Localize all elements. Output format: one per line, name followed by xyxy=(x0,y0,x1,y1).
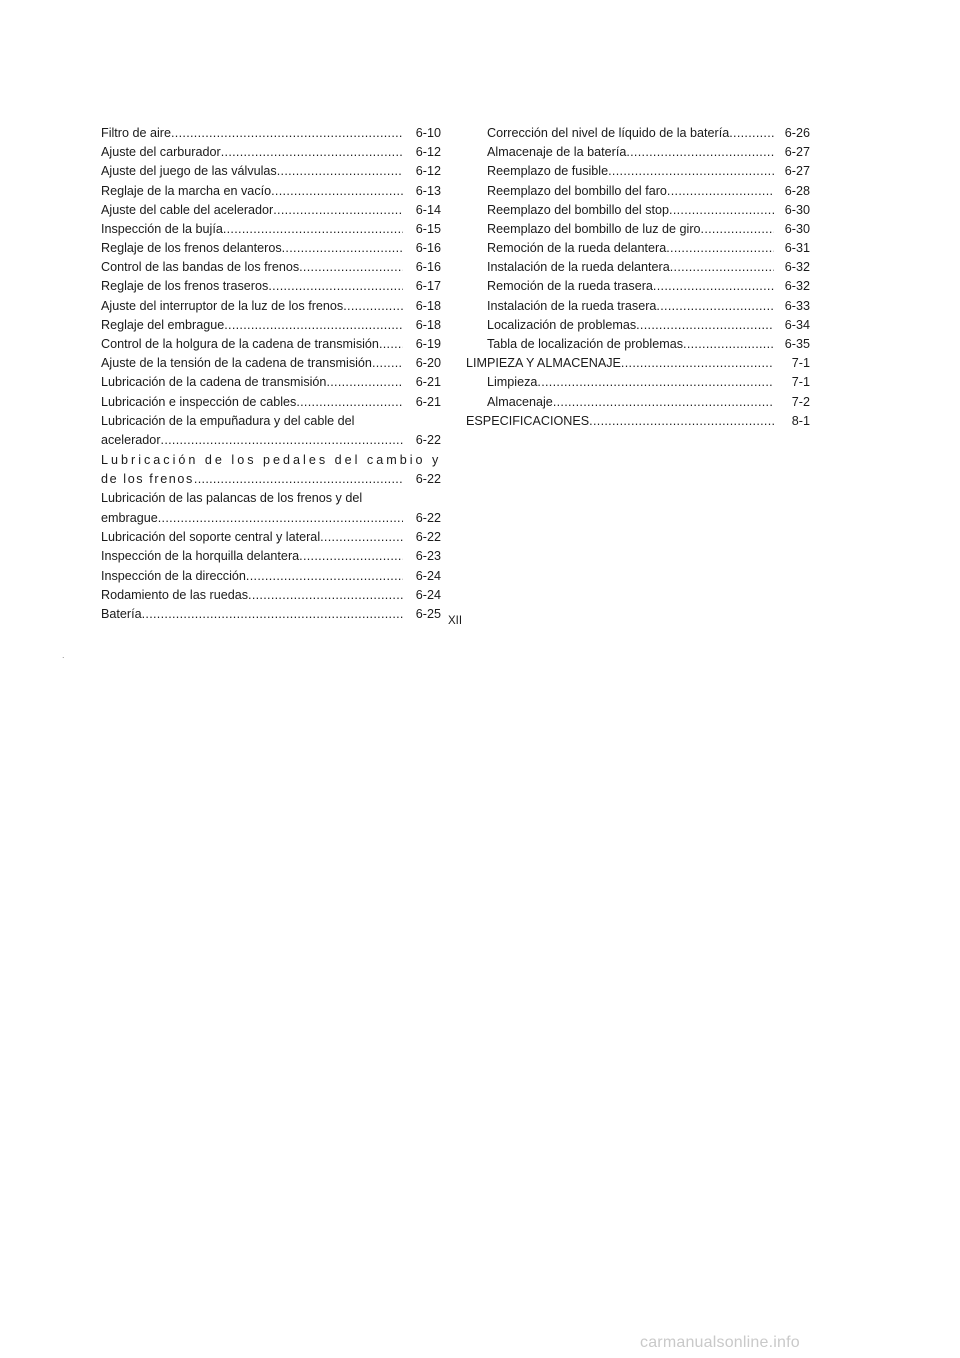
toc-entry-page: 6-23 xyxy=(415,549,441,564)
toc-right-column xyxy=(466,124,810,431)
toc-entry[interactable] xyxy=(101,528,441,547)
toc-entry[interactable] xyxy=(466,354,810,373)
toc-entry-page: 6-22 xyxy=(415,530,441,545)
toc-entry-page: 6-28 xyxy=(784,183,810,198)
toc-entry-page: 6-22 xyxy=(415,433,441,448)
toc-entry[interactable] xyxy=(466,162,810,181)
toc-entry-title: Corrección del nivel de líquido de la batería xyxy=(487,125,730,140)
toc-entry[interactable] xyxy=(101,393,441,412)
leader-dots xyxy=(221,143,403,162)
toc-entry[interactable] xyxy=(101,412,441,451)
leader-dots xyxy=(589,412,774,431)
toc-entry[interactable] xyxy=(466,220,810,239)
leader-dots xyxy=(626,143,774,162)
toc-entry-page: 6-34 xyxy=(784,317,810,332)
toc-entry-title: embrague xyxy=(101,510,158,525)
watermark-text: carmanualsonline.info xyxy=(640,1334,800,1351)
toc-entry-page: 6-31 xyxy=(784,241,810,256)
toc-entry[interactable] xyxy=(466,258,810,277)
leader-dots xyxy=(653,277,774,296)
leader-dots xyxy=(372,354,403,373)
toc-entry-page: 6-21 xyxy=(415,375,441,390)
toc-left-column xyxy=(101,124,441,624)
toc-entry-page: 6-33 xyxy=(784,298,810,313)
toc-entry-page: 6-35 xyxy=(784,337,810,352)
toc-entry-title-line1: Lubricación de las palancas de los frenos y del xyxy=(101,491,363,506)
toc-entry-title-line1: Lubricación de los pedales del cambio y xyxy=(101,452,442,467)
leader-dots xyxy=(666,239,774,258)
toc-entry[interactable] xyxy=(466,316,810,335)
toc-entry-page: 6-14 xyxy=(415,202,441,217)
leader-dots xyxy=(158,509,403,528)
leader-dots xyxy=(537,373,774,392)
leader-dots xyxy=(683,335,774,354)
toc-entry-title: Instalación de la rueda trasera xyxy=(487,298,657,313)
toc-entry-title: Ajuste del cable del acelerador xyxy=(101,202,274,217)
toc-entry-title: Reemplazo del bombillo del stop xyxy=(487,202,670,217)
toc-entry[interactable] xyxy=(101,239,441,258)
toc-entry-title: Lubricación de la cadena de transmisión xyxy=(101,375,327,390)
leader-dots xyxy=(320,528,403,547)
toc-entry-title: Remoción de la rueda trasera xyxy=(487,279,653,294)
toc-entry-title: Localización de problemas xyxy=(487,317,637,332)
toc-entry-title: Lubricación e inspección de cables xyxy=(101,394,297,409)
leader-dots xyxy=(248,586,403,605)
toc-entry[interactable] xyxy=(101,547,441,566)
leader-dots xyxy=(224,316,403,335)
leader-dots xyxy=(621,354,774,373)
toc-entry-title: Almacenaje de la batería xyxy=(487,145,627,160)
toc-entry-page: 8-1 xyxy=(791,413,810,428)
leader-dots xyxy=(608,162,774,181)
toc-entry-title: Ajuste de la tensión de la cadena de transmisión xyxy=(101,356,372,371)
leader-dots xyxy=(326,373,403,392)
toc-entry-title: Ajuste del juego de las válvulas xyxy=(101,164,277,179)
toc-entry-page: 6-15 xyxy=(415,221,441,236)
toc-entry-page: 6-32 xyxy=(784,260,810,275)
leader-dots xyxy=(343,297,403,316)
toc-entry-page: 6-24 xyxy=(415,587,441,602)
leader-dots xyxy=(268,277,403,296)
toc-entry-title: Inspección de la bujía xyxy=(101,221,223,236)
toc-entry-title: de los frenos xyxy=(101,472,194,487)
toc-entry-title: Almacenaje xyxy=(487,394,553,409)
toc-entry-title-line1: Lubricación de la empuñadura y del cable del xyxy=(101,413,355,428)
toc-entry[interactable] xyxy=(101,316,441,335)
leader-dots xyxy=(194,470,403,489)
toc-entry[interactable] xyxy=(466,278,810,297)
toc-entry[interactable] xyxy=(466,201,810,220)
toc-entry-page: 6-12 xyxy=(415,145,441,160)
leader-dots xyxy=(636,316,774,335)
toc-entry[interactable] xyxy=(101,451,441,490)
toc-entry[interactable] xyxy=(101,335,441,354)
toc-entry-title: Control de la holgura de la cadena de transmisión xyxy=(101,337,379,352)
toc-entry[interactable] xyxy=(101,567,441,586)
toc-entry-page: 6-12 xyxy=(415,164,441,179)
toc-entry-page: 6-26 xyxy=(784,125,810,140)
toc-entry-title: Reemplazo del bombillo del faro xyxy=(487,183,667,198)
leader-dots xyxy=(223,220,403,239)
toc-entry-title: Reglaje de los frenos traseros xyxy=(101,279,269,294)
toc-entry-page: 7-1 xyxy=(791,375,810,390)
toc-entry-page: 7-2 xyxy=(791,394,810,409)
toc-entry-title: Reemplazo de fusible xyxy=(487,164,609,179)
toc-entry-page: 6-17 xyxy=(415,279,441,294)
toc-entry-title: Filtro de aire xyxy=(101,125,171,140)
toc-entry[interactable] xyxy=(466,143,810,162)
toc-entry[interactable] xyxy=(466,412,810,431)
toc-entry-page: 6-24 xyxy=(415,568,441,583)
leader-dots xyxy=(282,239,403,258)
toc-entry-page: 6-20 xyxy=(415,356,441,371)
toc-entry-title: Reglaje de la marcha en vacío xyxy=(101,183,272,198)
toc-entry[interactable] xyxy=(101,586,441,605)
leader-dots xyxy=(701,220,774,239)
toc-entry-title: Remoción de la rueda delantera xyxy=(487,241,667,256)
toc-entry-page: 6-25 xyxy=(415,606,441,621)
toc-entry-page: 6-18 xyxy=(415,317,441,332)
leader-dots xyxy=(296,393,403,412)
toc-entry-title: Control de las bandas de los frenos xyxy=(101,260,300,275)
leader-dots xyxy=(667,182,774,201)
toc-entry[interactable] xyxy=(101,162,441,181)
toc-entry-title: Instalación de la rueda delantera xyxy=(487,260,670,275)
toc-entry-title: LIMPIEZA Y ALMACENAJE xyxy=(466,356,621,371)
toc-entry-title: ESPECIFICACIONES xyxy=(466,413,590,428)
toc-entry-title: Ajuste del carburador xyxy=(101,145,221,160)
toc-entry-page: 6-16 xyxy=(415,241,441,256)
toc-entry-title: Inspección de la horquilla delantera xyxy=(101,549,300,564)
toc-entry[interactable] xyxy=(101,373,441,392)
leader-dots xyxy=(656,297,774,316)
toc-entry[interactable] xyxy=(101,220,441,239)
toc-entry-page: 6-21 xyxy=(415,394,441,409)
leader-dots xyxy=(299,258,403,277)
toc-entry[interactable] xyxy=(466,297,810,316)
toc-entry[interactable] xyxy=(101,143,441,162)
leader-dots xyxy=(161,431,403,450)
leader-dots xyxy=(553,393,774,412)
toc-entry-title: Reglaje de los frenos delanteros xyxy=(101,241,282,256)
toc-entry[interactable] xyxy=(466,335,810,354)
leader-dots xyxy=(379,335,403,354)
toc-entry-page: 6-13 xyxy=(415,183,441,198)
toc-entry[interactable] xyxy=(101,258,441,277)
toc-entry-title: acelerador xyxy=(101,433,161,448)
toc-entry-title: Ajuste del interruptor de la luz de los frenos xyxy=(101,298,344,313)
leader-dots xyxy=(246,567,403,586)
leader-dots xyxy=(271,182,403,201)
toc-entry-page: 6-27 xyxy=(784,164,810,179)
toc-entry[interactable] xyxy=(466,239,810,258)
toc-entry-title: Reglaje del embrague xyxy=(101,317,225,332)
corner-mark: . xyxy=(62,650,65,660)
toc-entry[interactable] xyxy=(101,201,441,220)
toc-entry[interactable] xyxy=(466,393,810,412)
toc-entry-title: Limpieza xyxy=(487,375,538,390)
toc-entry-page: 6-19 xyxy=(415,337,441,352)
toc-entry-page: 6-30 xyxy=(784,221,810,236)
toc-entry-title: Inspección de la dirección xyxy=(101,568,246,583)
toc-entry[interactable] xyxy=(101,489,441,528)
toc-entry-title: Tabla de localización de problemas xyxy=(487,337,684,352)
toc-entry[interactable] xyxy=(101,278,441,297)
leader-dots xyxy=(299,547,403,566)
toc-entry-page: 6-10 xyxy=(415,125,441,140)
toc-entry-page: 7-1 xyxy=(791,356,810,371)
toc-entry-title: Batería xyxy=(101,606,142,621)
leader-dots xyxy=(670,258,774,277)
toc-entry-page: 6-16 xyxy=(415,260,441,275)
page-number: XII xyxy=(447,615,463,627)
leader-dots xyxy=(729,124,774,143)
toc-entry[interactable] xyxy=(101,182,441,201)
toc-entry[interactable] xyxy=(101,124,441,143)
leader-dots xyxy=(669,201,774,220)
leader-dots xyxy=(171,124,403,143)
toc-entry-page: 6-18 xyxy=(415,298,441,313)
toc-entry[interactable] xyxy=(101,297,441,316)
toc-entry[interactable] xyxy=(466,182,810,201)
toc-entry[interactable] xyxy=(466,373,810,392)
toc-entry-title: Rodamiento de las ruedas xyxy=(101,587,249,602)
leader-dots xyxy=(273,201,403,220)
toc-entry-page: 6-32 xyxy=(784,279,810,294)
toc-entry-title: Lubricación del soporte central y lateral xyxy=(101,530,321,545)
toc-entry[interactable] xyxy=(466,124,810,143)
toc-entry-title: Reemplazo del bombillo de luz de giro xyxy=(487,221,701,236)
toc-entry[interactable] xyxy=(101,354,441,373)
leader-dots xyxy=(277,162,403,181)
toc-entry-page: 6-22 xyxy=(415,510,441,525)
toc-entry-page: 6-22 xyxy=(415,472,441,487)
toc-entry-page: 6-30 xyxy=(784,202,810,217)
toc-entry-page: 6-27 xyxy=(784,145,810,160)
